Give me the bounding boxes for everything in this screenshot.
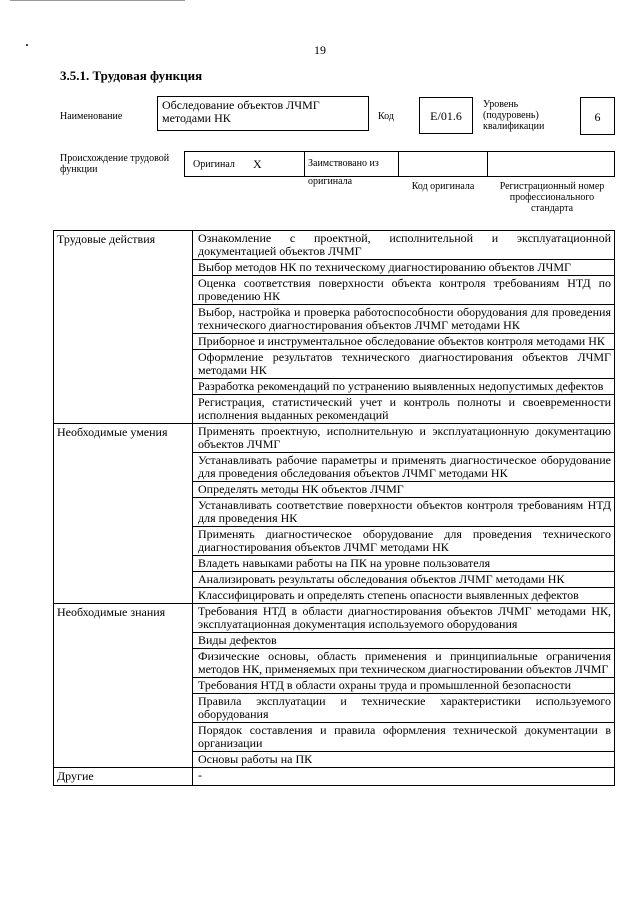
- list-item: Порядок составления и правила оформления технической документации в организации: [193, 723, 615, 752]
- list-item: Классифицировать и определять степень опасности выявленных дефектов: [193, 588, 615, 604]
- level-label: Уровень (подуровень) квалификации: [483, 99, 545, 132]
- list-item: Выбор методов НК по техническому диагностированию объектов ЛЧМГ: [193, 260, 615, 276]
- function-table: [53, 230, 615, 786]
- category-cell: [54, 604, 193, 768]
- name-label: Наименование: [60, 111, 123, 122]
- code-original-caption: Код оригинала: [411, 181, 475, 192]
- list-item: Устанавливать соответствие поверхности объектов контроля требованиям НТД для проведения НК: [193, 498, 615, 527]
- list-item: Применять диагностическое оборудование для проведения технического диагностирования объектов ЛЧМГ методами НК: [193, 527, 615, 556]
- list-item: Требования НТД в области охраны труда и промышленной безопасности: [193, 678, 615, 694]
- list-item: Правила эксплуатации и технические характеристики используемого оборудования: [193, 694, 615, 723]
- list-item: Регистрация, статистический учет и контроль полноты и своевременности исполнения выданных рекомендаций: [193, 395, 615, 424]
- list-item: Выбор, настройка и проверка работоспособности оборудования для проведения технического диагностирования объектов ЛЧМГ методами НК: [193, 305, 615, 334]
- reg-number-caption: Регистрационный номер профессионального стандарта: [499, 181, 605, 214]
- table-row: [54, 768, 615, 786]
- list-item: Устанавливать рабочие параметры и применять диагностическое оборудование для проведения обследования объектов ЛЧМГ методами НК: [193, 453, 615, 482]
- code-original-cell: [398, 151, 488, 177]
- category-label: Другие: [57, 769, 94, 783]
- page-number: 19: [314, 43, 326, 57]
- category-cell: [54, 768, 193, 786]
- list-item: Анализировать результаты обследования объектов ЛЧМГ методами НК: [193, 572, 615, 588]
- list-item: Виды дефектов: [193, 633, 615, 649]
- list-item: Требования НТД в области диагностирования объектов ЛЧМГ методами НК, эксплуатационная документация используемого оборудования: [193, 604, 615, 633]
- original-mark: X: [253, 157, 262, 171]
- original-label: Оригинал: [193, 159, 235, 170]
- list-item: Оценка соответствия поверхности объекта контроля требованиям НТД по проведению НК: [193, 276, 615, 305]
- code-value: E/01.6: [430, 109, 462, 123]
- reg-number-cell: [487, 151, 615, 177]
- name-value-box: [157, 96, 369, 131]
- list-item: Применять проектную, исполнительную и эксплуатационную документацию объектов ЛЧМГ: [193, 424, 615, 453]
- list-item: Приборное и инструментальное обследование объектов контроля методами НК: [193, 334, 615, 350]
- list-item: Ознакомление с проектной, исполнительной и эксплуатационной документацией объектов ЛЧМГ: [193, 231, 615, 260]
- top-rule: [10, 0, 185, 1]
- list-item: Определять методы НК объектов ЛЧМГ: [193, 482, 615, 498]
- section-title: 3.5.1. Трудовая функция: [60, 68, 203, 83]
- category-cell: [54, 424, 193, 604]
- origin-label: Происхождение трудовой функции: [60, 153, 170, 175]
- category-cell: [54, 231, 193, 424]
- list-item: Оформление результатов технического диагностирования объектов ЛЧМГ методами НК: [193, 350, 615, 379]
- table-row: [54, 424, 615, 453]
- code-label: Код: [378, 111, 394, 122]
- borrowed-label: Заимствовано из оригинала: [308, 158, 379, 187]
- code-value-box: [419, 97, 473, 134]
- table-row: [54, 231, 615, 260]
- category-label: Необходимые умения: [57, 425, 168, 439]
- list-item: Физические основы, область применения и принципиальные ограничения методов НК, применяемых при техническом диагностировании объектов ЛЧМГ: [193, 649, 615, 678]
- list-item: Владеть навыками работы на ПК на уровне пользователя: [193, 556, 615, 572]
- origin-borrowed-cell: [304, 151, 399, 187]
- table-row: [54, 604, 615, 633]
- category-label: Необходимые знания: [57, 605, 166, 619]
- list-item: -: [193, 768, 615, 786]
- origin-original-cell: [184, 151, 305, 177]
- list-item: Разработка рекомендаций по устранению выявленных недопустимых дефектов: [193, 379, 615, 395]
- name-value: Обследование объектов ЛЧМГ методами НК: [162, 98, 320, 125]
- category-label: Трудовые действия: [57, 232, 156, 246]
- list-item: Основы работы на ПК: [193, 752, 615, 768]
- level-value: 6: [594, 110, 601, 124]
- level-value-box: [580, 97, 615, 135]
